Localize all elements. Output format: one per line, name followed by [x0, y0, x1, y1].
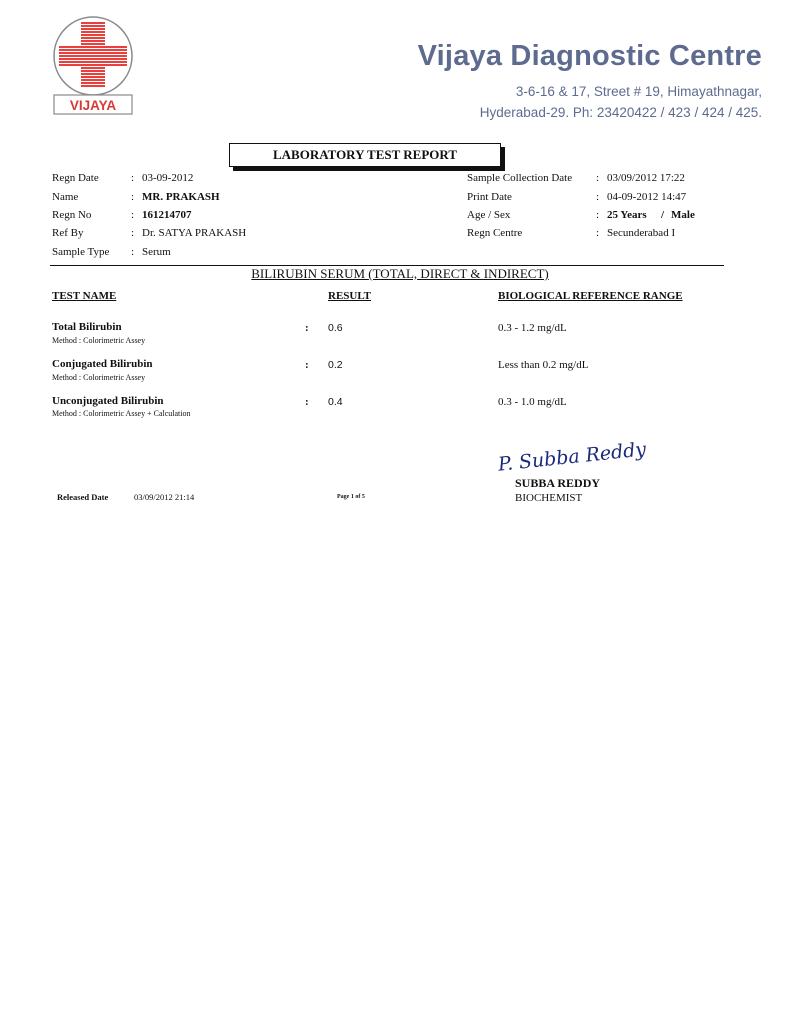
signer-name: SUBBA REDDY [515, 476, 601, 490]
signer-role: BIOCHEMIST [515, 492, 583, 504]
age-sex-label: Age / Sex [467, 209, 511, 221]
collection-date-label: Sample Collection Date [467, 172, 573, 184]
test-row-name: Total Bilirubin [52, 321, 122, 333]
name-label: Name [52, 191, 79, 203]
test-name-header: TEST NAME [52, 290, 117, 302]
print-date-value: 04-09-2012 14:47 [607, 191, 687, 203]
regn-date-colon: : [131, 172, 135, 184]
test-row-range: 0.3 - 1.2 mg/dL [498, 322, 567, 334]
logo-text: VIJAYA [69, 98, 117, 113]
test-row-result: 0.4 [328, 396, 343, 408]
test-row-range: Less than 0.2 mg/dL [498, 359, 589, 371]
regn-no-colon: : [131, 209, 135, 221]
sample-type-label: Sample Type [52, 246, 110, 258]
age-value: 25 Years [607, 209, 647, 221]
test-row-colon: : [305, 359, 309, 371]
regn-no-label: Regn No [52, 209, 92, 221]
handwritten-signature [494, 436, 648, 476]
test-row-result: 0.6 [328, 322, 343, 334]
sample-type-colon: : [131, 246, 135, 258]
report-title: LABORATORY TEST REPORT [229, 143, 501, 167]
test-row-method: Method : Colorimetric Assey [52, 373, 146, 382]
page-number: Page 1 of 5 [337, 494, 365, 500]
age-sex-colon: : [596, 209, 600, 221]
regn-date-label: Regn Date [52, 172, 99, 184]
regn-date-value: 03-09-2012 [142, 172, 194, 184]
ref-by-value: Dr. SATYA PRAKASH [142, 227, 247, 239]
collection-date-value: 03/09/2012 17:22 [607, 172, 685, 184]
reference-range-header: BIOLOGICAL REFERENCE RANGE [498, 290, 683, 302]
regn-centre-value: Secunderabad I [607, 227, 676, 239]
test-row-name: Conjugated Bilirubin [52, 358, 153, 370]
regn-centre-label: Regn Centre [467, 227, 523, 239]
age-sex-separator: / [661, 209, 665, 221]
test-row-method: Method : Colorimetric Assey + Calculation [52, 409, 191, 418]
address-line-1: 3-6-16 & 17, Street # 19, Himayathnagar, [515, 84, 762, 99]
sex-value: Male [671, 209, 695, 221]
test-row-colon: : [305, 396, 309, 408]
vijaya-logo [50, 14, 136, 116]
print-date-label: Print Date [467, 191, 512, 203]
signature-script: P. Subba Reddy [496, 438, 648, 476]
ref-by-label: Ref By [52, 227, 84, 239]
test-row-colon: : [305, 322, 309, 334]
regn-no-value: 161214707 [142, 209, 192, 221]
print-date-colon: : [596, 191, 600, 203]
test-row-range: 0.3 - 1.0 mg/dL [498, 396, 567, 408]
test-row-method: Method : Colorimetric Assey [52, 336, 146, 345]
test-title: BILIRUBIN SERUM (TOTAL, DIRECT & INDIRECT) [251, 266, 549, 281]
ref-by-colon: : [131, 227, 135, 239]
collection-date-colon: : [596, 172, 600, 184]
released-date-value: 03/09/2012 21:14 [134, 492, 195, 502]
name-colon: : [131, 191, 135, 203]
sample-type-value: Serum [142, 246, 171, 258]
test-row-result: 0.2 [328, 359, 343, 371]
result-header: RESULT [328, 290, 372, 302]
address-line-2: Hyderabad-29. Ph: 23420422 / 423 / 424 / 425. [479, 105, 762, 120]
test-row-name: Unconjugated Bilirubin [52, 395, 164, 407]
released-date-label: Released Date [57, 492, 109, 502]
name-value: MR. PRAKASH [142, 191, 220, 203]
brand-name: Vijaya Diagnostic Centre [417, 40, 762, 72]
regn-centre-colon: : [596, 227, 600, 239]
